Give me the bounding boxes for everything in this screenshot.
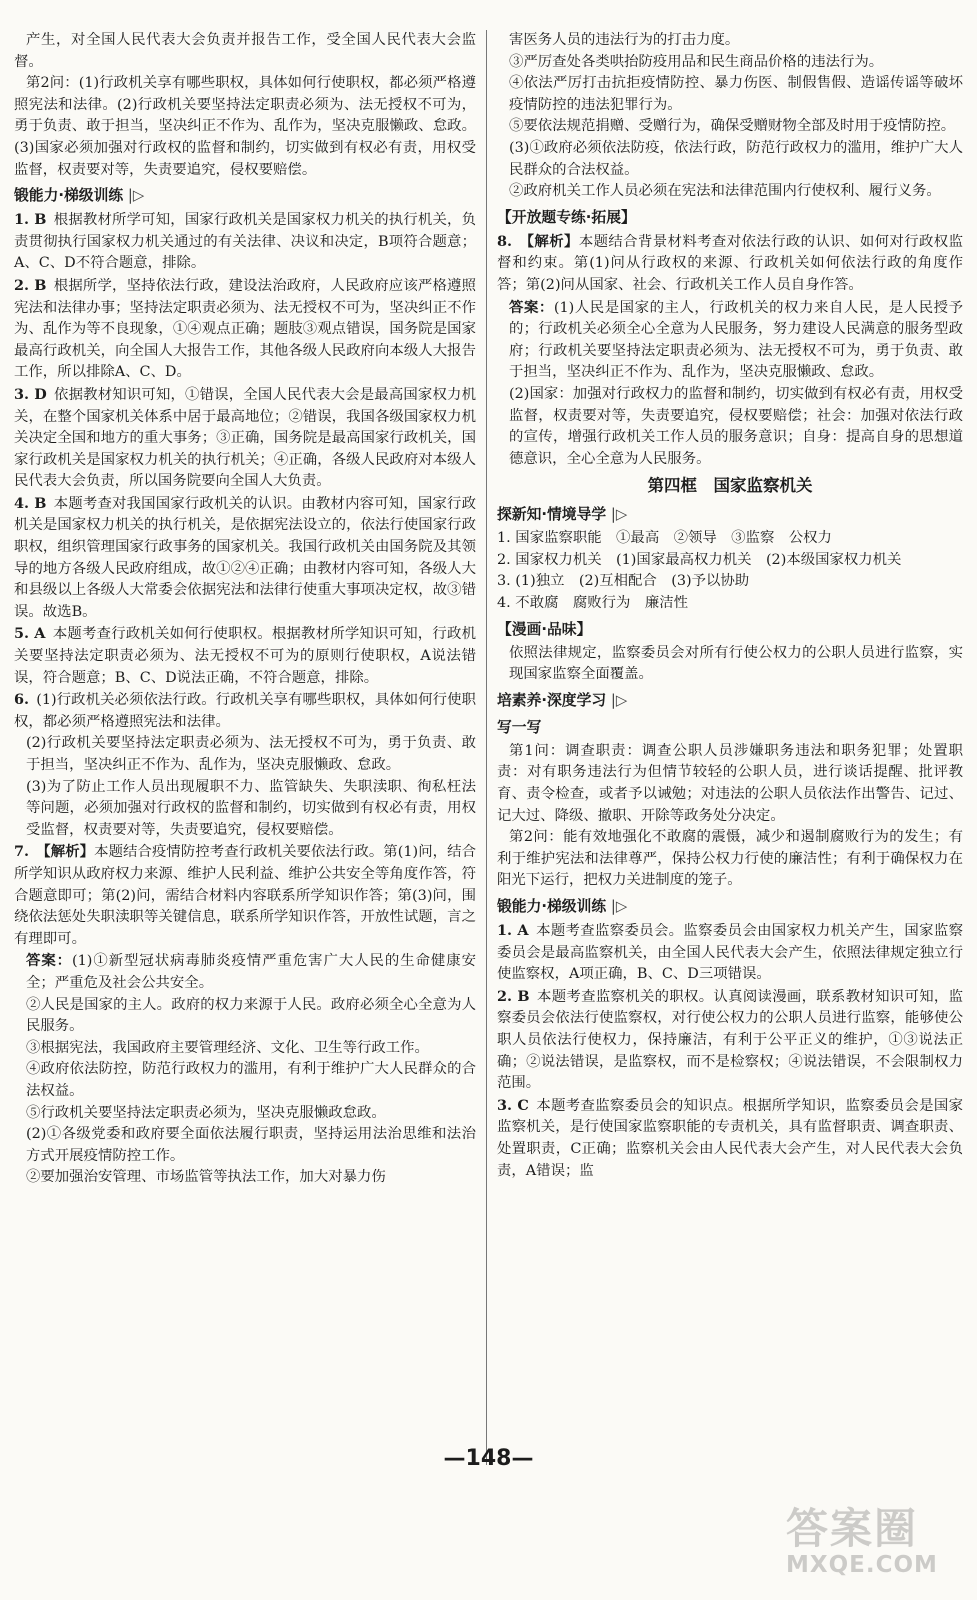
paragraph-text: 本题考查对我国国家行政机关的认识。由教材内容可知，国家行政机关是国家权力机关的执行机关，是依据宪法设立的，依法行使国家行政职权，组织管理国家行政事务的国家机关。我国行政机关由国务院及其领导的地方各级人民政府组成，故①②④正确；由教材内容可知，各级人大和县级以上各级人大常委会依据宪法和法律行使重大事项决定权，故③错误。故选B。 [14, 495, 476, 620]
paragraph-text: ④依法严厉打击抗拒疫情防控、暴力伤医、制假售假、造谣传谣等破坏疫情防控的违法犯罪行为。 [509, 75, 963, 113]
answer-item [497, 1095, 963, 1182]
paragraph-text: 本题考查监察机关的职权。认真阅读漫画，联系教材知识可知，监察委员会依法行使监察权，对行使公权力的公职人员进行监察，能够使公职人员依法行使权力，保持廉洁，有利于公平正义的维护，①③说法正确；②说法错误，是监察权，而不是检察权；④说法错误，不会限制权力范围。 [497, 988, 963, 1092]
section-heading [497, 689, 963, 713]
section-arrow-icon: |▷ [606, 506, 628, 524]
text-paragraph [497, 138, 963, 181]
answer-number: 2. B [14, 276, 47, 294]
answer-number: 4. B [14, 494, 47, 512]
text-paragraph [14, 777, 476, 842]
answer-number: 3. D [14, 385, 47, 403]
answer-number: 2. B [497, 987, 530, 1005]
text-paragraph [14, 1059, 476, 1102]
label-tag: 【解析】 [519, 232, 579, 250]
section-arrow-icon: |▷ [123, 187, 145, 205]
paragraph-text: 4. 不敢腐 腐败行为 廉洁性 [497, 595, 688, 612]
paragraph-text: 依照法律规定，监察委员会对所有行使公权力的公职人员进行监察，实现国家监察全面覆盖。 [509, 644, 963, 683]
paragraph-text: 产生，对全国人民代表大会负责并报告工作，受全国人民代表大会监督。 [14, 32, 476, 70]
paragraph-text: (2)行政机关要坚持法定职责必须为、法无授权不可为，勇于负责、敢于担当，坚决纠正不作为、乱作为，坚决克服懒政、怠政。 [26, 735, 476, 773]
section-heading [14, 184, 476, 208]
paragraph-text: 本题考查行政机关如何行使职权。根据教材所学知识可知，行政机关要坚持法定职责必须为、法无授权不可为的原则行使职权，A说法错误，符合题意；B、C、D说法正确，不符合题意，排除。 [14, 626, 476, 686]
text-paragraph [14, 995, 476, 1038]
paragraph-text: 根据所学，坚持依法行政，建设法治政府，人民政府应该严格遵照宪法和法律办事；坚持法定职责必须为、法无授权不可为，坚决纠正不作为、乱作为等不良现象，①④观点正确；题肢③观点错误，国务院是国家最高行政机关，向全国人大报告工作，其他各级人民政府向本级人大报告工作，所以排除A、C、D。 [14, 277, 476, 381]
text-paragraph [497, 73, 963, 116]
answer-item [497, 231, 963, 297]
sub-heading: 写一写 [497, 718, 542, 736]
answer-item [14, 209, 476, 275]
text-paragraph [14, 950, 476, 994]
bracket-heading: 【漫画·品味】 [497, 620, 592, 638]
text-paragraph [497, 52, 963, 74]
answer-number: 6. [14, 691, 30, 709]
watermark-url: MXQE.COM [786, 1552, 938, 1578]
answer-item [497, 920, 963, 986]
paragraph-text: 本题考查监察委员会。监察委员会由国家权力机关产生，国家监察委员会是最高监察机关，由全国人民代表大会产生，依照法律规定独立行使监察权，A项正确，B、C、D三项错误。 [497, 923, 963, 983]
text-paragraph [497, 181, 963, 203]
section-arrow-icon: |▷ [606, 691, 628, 709]
paragraph-text: 本题考查监察委员会的知识点。根据所学知识，监察委员会是国家监察机关，是行使国家监察职能的专责机关，具有监督职责、调查职责、处置职责，C正确；监察机关会由人民代表大会产生，对人民代表大会负责，A错误；监 [497, 1097, 963, 1179]
paragraph-text: ③严厉查处各类哄抬防疫用品和民生商品价格的违法行为。 [509, 53, 884, 70]
paragraph-text: 依据教材知识可知，①错误，全国人民代表大会是最高国家权力机关，在整个国家机关体系中居于最高地位；②错误，我国各级国家权力机关决定全国和地方的重大事务；③正确，国务院是最高国家行政机关，国家行政机关是国家权力机关的执行机关；④正确，各级人民政府对本级人民代表大会负责，所以国务院要向全国人大负责。 [14, 386, 476, 490]
answer-number: 5. A [14, 625, 46, 643]
paragraph-text: (1)人民是国家的主人，行政机关的权力来自人民，是人民授予的；行政机关必须全心全意为人民服务，努力建设人民满意的服务型政府；行政机关要坚持法定职责必须为、法无授权不可为，勇于负责、敢于担当，坚决纠正不作为、乱作为，坚决克服懒政、怠政。 [509, 299, 963, 381]
text-paragraph [14, 733, 476, 776]
paragraph-text: ③根据宪法，我国政府主要管理经济、文化、卫生等行政工作。 [26, 1039, 429, 1056]
paragraph-text: 2. 国家权力机关 (1)国家最高权力机关 (2)本级国家权力机关 [497, 551, 902, 568]
bracket-heading: 【开放题专练·拓展】 [497, 208, 636, 226]
section-heading-text: 探新知·情境导学 [497, 506, 607, 524]
text-paragraph [497, 593, 963, 615]
paragraph-text: ⑤要依法规范捐赠、受赠行为，确保受赠财物全部及时用于疫情防控。 [509, 118, 956, 135]
watermark [786, 1496, 956, 1588]
paragraph-text: 根据教材所学可知，国家行政机关是国家权力机关的执行机关，负责贯彻执行国家权力机关通过的有关法律、决议和决定，B项符合题意；A、C、D不符合题意，排除。 [14, 212, 476, 272]
paragraph-text: (1)行政机关必须依法行政。行政机关享有哪些职权，具体如何行使职权，都必须严格遵照宪法和法律。 [14, 692, 476, 730]
section-arrow-icon: |▷ [606, 898, 628, 915]
paragraph-text: (3)为了防止工作人员出现履职不力、监管缺失、失职渎职、徇私枉法等问题，必须加强对行政权的监督和制约，切实做到有权必有责，用权受监督，权责要对等，失责要追究，侵权要赔偿。 [26, 778, 476, 838]
right-column [497, 30, 963, 1182]
text-paragraph [14, 1103, 476, 1125]
paragraph-text: 3. (1)独立 (2)互相配合 (3)予以协助 [497, 573, 750, 590]
paragraph-text: (3)①政府必须依法防疫，依法行政，防范行政权力的滥用，维护广大人民群众的合法权益。 [509, 139, 963, 178]
paragraph-text: ②要加强治安管理、市场监管等执法工作，加大对暴力伤 [26, 1169, 386, 1186]
answer-item [497, 986, 963, 1095]
label-tag: 答案： [26, 952, 73, 970]
answer-item [14, 493, 476, 624]
answer-number: 7. [14, 843, 30, 861]
text-paragraph [497, 30, 963, 52]
answer-number: 8. [497, 232, 513, 250]
answer-number: 1. B [14, 211, 47, 229]
paragraph-text: ②人民是国家的主人。政府的权力来源于人民。政府必须全心全意为人民服务。 [26, 996, 476, 1035]
paragraph-text: 第2问：(1)行政机关享有哪些职权，具体如何行使职权，都必须严格遵照宪法和法律。(2)行政机关要坚持法定职责必须为、法无授权不可为，勇于负责、敢于担当，坚决纠正不作为、乱作为，坚决克服懒政、怠政。(3)国家必须加强对行政权的监督和制约，切实做到有权必有责，用权受监督，权责要对等，失责要追究，侵权要赔偿。 [14, 75, 476, 178]
answer-item [14, 841, 476, 950]
section-heading-text: 锻能力·梯级训练 [497, 898, 607, 915]
paragraph-text: 本题结合疫情防控考查行政机关要依法行政。第(1)问，结合所学知识从政府权力来源、维护人民利益、维护公共安全等角度作答，符合题意即可；第(2)问，需结合材料内容联系所学知识作答；第(3)问，围绕依法惩处失职渎职等关键信息，联系所学知识作答，开放性试题，言之有理即可。 [14, 844, 476, 947]
section-heading [497, 503, 963, 527]
label-tag: 【解析】 [36, 843, 95, 861]
text-paragraph [14, 1167, 476, 1189]
text-paragraph [497, 827, 963, 892]
paragraph-text: ⑤行政机关要坚持法定职责必须为，坚决克服懒政怠政。 [26, 1104, 386, 1121]
text-paragraph [497, 571, 963, 593]
answer-item [14, 623, 476, 689]
paragraph-text: ④政府依法防控，防范行政权力的滥用，有利于维护广大人民群众的合法权益。 [26, 1061, 476, 1099]
paragraph-text: ②政府机关工作人员必须在宪法和法律范围内行使权利、履行义务。 [509, 183, 941, 200]
text-paragraph [497, 550, 963, 572]
text-paragraph [497, 384, 963, 470]
paragraph-text: (1)①新型冠状病毒肺炎疫情严重危害广大人民的生命健康安全；严重危及社会公共安全。 [26, 953, 476, 991]
text-paragraph [497, 741, 963, 827]
text-paragraph [497, 116, 963, 138]
paragraph-text: 第1问：调查职责：调查公职人员涉嫌职务违法和职务犯罪；处置职责：对有职务违法行为但情节较轻的公职人员，进行谈话提醒、批评教育、责令检查，或者予以诫勉；对违法的公职人员依法作出警告、记过、记大过、降级、撤职、开除等政务处分决定。 [497, 742, 963, 824]
section-heading-text: 培素养·深度学习 [497, 691, 607, 709]
page-number: —148— [443, 1446, 534, 1471]
watermark-logo: 答案圈 [786, 1504, 919, 1553]
paragraph-text: 害医务人员的违法行为的打击力度。 [509, 32, 740, 48]
paragraph-text: 本题结合背景材料考查对依法行政的认识、如何对行政权监督和约束。第(1)问从行政权的来源、行政机关如何依法行政的角度作答；第(2)问从国家、社会、行政机关工作人员自身作答。 [497, 233, 963, 293]
section-heading-text: 锻能力·梯级训练 [14, 187, 124, 205]
text-paragraph [14, 1124, 476, 1167]
paragraph-text: 第2问：能有效地强化不敢腐的震慑，减少和遏制腐败行为的发生；有利于维护宪法和法律尊严，保持公权力行使的廉洁性；有利于确保权力在阳光下运行，把权力关进制度的笼子。 [497, 829, 963, 889]
section-heading [497, 895, 963, 919]
text-paragraph [497, 297, 963, 384]
column-divider [486, 30, 487, 1465]
paragraph-text: (2)①各级党委和政府要全面依法履行职责，坚持运用法治思维和法治方式开展疫情防控工作。 [26, 1126, 476, 1164]
left-column [14, 30, 476, 1189]
text-paragraph [497, 528, 963, 550]
answer-item [14, 384, 476, 493]
chapter-title: 第四框 国家监察机关 [647, 476, 813, 496]
answer-item [14, 275, 476, 384]
text-paragraph [14, 73, 476, 181]
answer-number: 1. A [497, 922, 529, 939]
text-paragraph [14, 1038, 476, 1060]
paragraph-text: (2)国家：加强对行政权力的监督和制约，切实做到有权必有责，用权受监督，权责要对等，失责要追究，侵权要赔偿；社会：加强对依法行政的宣传，增强行政机关工作人员的服务意识；自身：提高自身的思想道德意识，全心全意为人民服务。 [509, 385, 963, 467]
paragraph-text: 1. 国家监察职能 ①最高 ②领导 ③监察 公权力 [497, 530, 832, 547]
answer-number: 3. C [497, 1096, 529, 1114]
label-tag: 答案： [509, 298, 554, 316]
text-paragraph [14, 30, 476, 73]
answer-item [14, 689, 476, 733]
text-paragraph [497, 643, 963, 686]
